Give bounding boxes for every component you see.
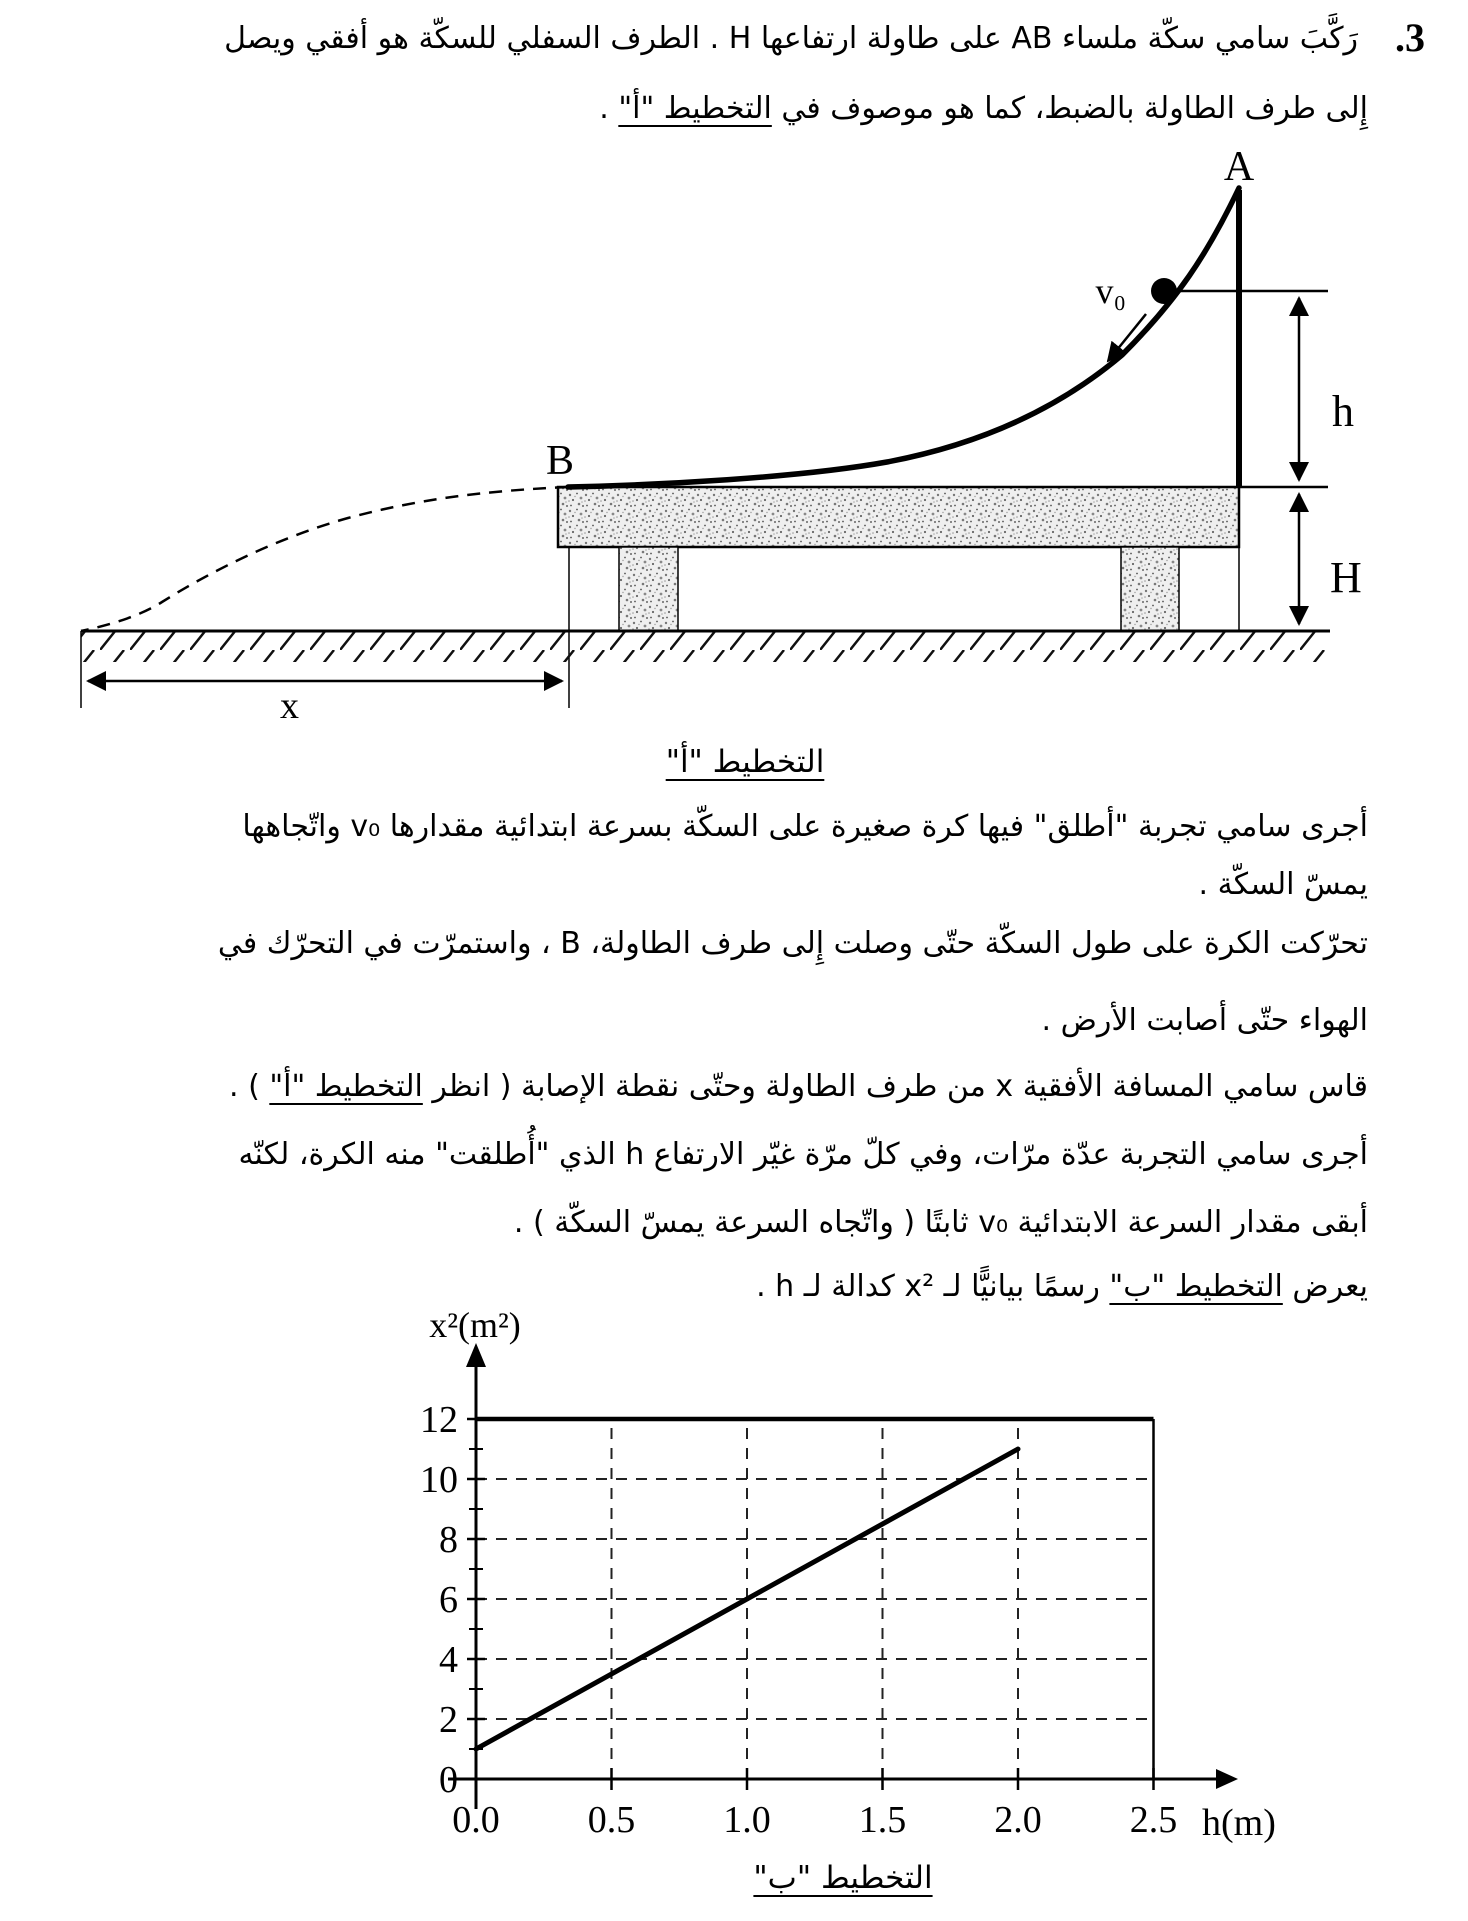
para-measurement-end: ) . (229, 1069, 270, 1104)
diagram-a-caption: التخطيط "أ" (665, 744, 825, 780)
svg-text:10: 10 (420, 1459, 458, 1501)
diagram-b-chart (330, 1295, 1290, 1860)
para-graph-intro-end: رسمًا بيانيًّا لـ x² كدالة لـ h . (756, 1269, 1110, 1304)
svg-text:1.5: 1.5 (858, 1799, 907, 1841)
svg-text:6: 6 (439, 1579, 458, 1621)
label-point-B: B (545, 438, 575, 484)
projectile-trajectory-dashed (81, 487, 568, 631)
intro-line-1: رَكَّبَ سامي سكّة ملساء AB على طاولة ارتفاعها H . الطرف السفلي للسكّة هو أفقي ويصل (224, 21, 1358, 56)
svg-text:8: 8 (439, 1519, 458, 1561)
para-experiment-line-1: أجرى سامي تجربة "أطلق" فيها كرة صغيرة على السكّة بسرعة ابتدائية مقدارها v₀ واتّجاهها (242, 809, 1368, 844)
diagram-b-reference: التخطيط "ب" (1109, 1269, 1283, 1304)
diagram-a-figure (40, 140, 1380, 750)
para-graph-intro-start: يعرض (1282, 1269, 1368, 1304)
ball (1151, 278, 1177, 304)
para-measurement (229, 1064, 1368, 1110)
para-repetition-line-1: أجرى سامي التجربة عدّة مرّات، وفي كلّ مرّة غيّر الارتفاع h الذي "أُطلقت" منه الكرة، لكنّه (238, 1137, 1368, 1172)
svg-text:2: 2 (439, 1699, 458, 1741)
track-curve-AB (568, 188, 1239, 487)
table-top (558, 487, 1239, 547)
svg-text:0: 0 (439, 1759, 458, 1801)
intro-line-2-text: إِلى طرف الطاولة بالضبط، كما هو موصوف في (771, 91, 1368, 126)
para-measurement-text: قاس سامي المسافة الأفقية x من طرف الطاولة وحتّى نقطة الإصابة ( انظر (422, 1069, 1368, 1104)
label-point-A: A (1223, 144, 1255, 190)
plot-area (420, 1343, 1238, 1841)
svg-text:12: 12 (420, 1399, 458, 1441)
y-axis-label: x²(m²) (429, 1305, 521, 1345)
diagram-a-reference: التخطيط "أ" (618, 91, 772, 126)
para-motion-line-1: تحرّكت الكرة على طول السكّة حتّى وصلت إِلى طرف الطاولة، B ، واستمرّت في التحرّك في (217, 926, 1368, 961)
label-distance-x: x (280, 685, 299, 727)
ground-hatching (81, 632, 1330, 662)
diagram-a-reference-2: التخطيط "أ" (269, 1069, 423, 1104)
table-leg-left (619, 547, 678, 631)
svg-text:4: 4 (439, 1639, 458, 1681)
para-repetition-line-2: أبقى مقدار السرعة الابتدائية v₀ ثابتًا ( واتّجاه السرعة يمسّ السكّة ) . (513, 1205, 1368, 1240)
x-axis-label: h(m) (1202, 1802, 1276, 1844)
label-table-height-H: H (1330, 553, 1362, 602)
diagram-b-caption: التخطيط "ب" (753, 1860, 933, 1896)
para-experiment-line-2: يمسّ السكّة . (1198, 867, 1368, 902)
intro-line-2 (599, 86, 1368, 132)
para-motion-line-2: الهواء حتّى أصابت الأرض . (1041, 1003, 1368, 1038)
svg-text:2.0: 2.0 (994, 1799, 1042, 1841)
label-initial-velocity: v₀ (1095, 271, 1126, 311)
svg-text:0.0: 0.0 (452, 1799, 500, 1841)
svg-text:0.5: 0.5 (587, 1799, 636, 1841)
svg-text:1.0: 1.0 (723, 1799, 771, 1841)
label-height-h: h (1332, 387, 1354, 436)
table-leg-right (1121, 547, 1179, 631)
problem-number: .3 (1395, 15, 1425, 60)
svg-text:2.5: 2.5 (1129, 1799, 1178, 1841)
intro-line-2-period: . (599, 91, 619, 126)
